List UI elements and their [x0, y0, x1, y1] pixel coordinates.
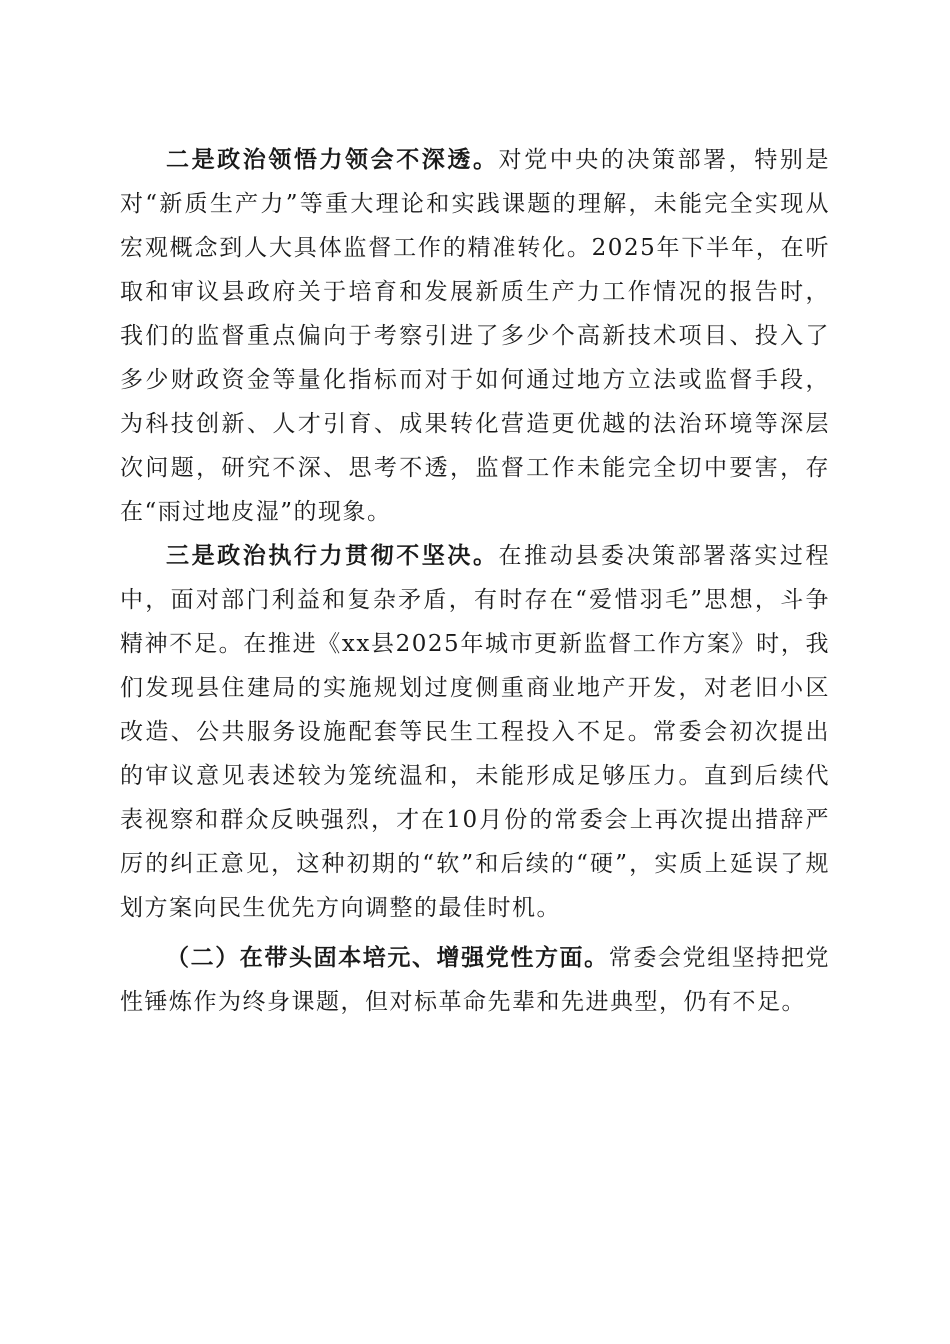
paragraph-body: 在推动县委决策部署落实过程中，面对部门利益和复杂矛盾，有时存在“爱惜羽毛”思想，斗争精神不足。在推进《xx县2025年城市更新监督工作方案》时，我们发现县住建局的实施规划过度侧重商业地产开发，对老旧小区改造、公共服务设施配套等民生工程投入不足。常委会初次提出的审议意见表述较为笼统温和，未能形成足够压力。直到后续代表视察和群众反映强烈，才在10月份的常委会上再次提出措辞严厉的纠正意见，这种初期的“软”和后续的“硬”，实质上延误了规划方案向民生优先方向调整的最佳时机。 [120, 543, 831, 921]
paragraph-body: 常委会党组坚持把党性锤炼作为终身课题，但对标革命先辈和先进典型，仍有不足。 [120, 945, 831, 1015]
paragraph-political-understanding [120, 138, 830, 534]
paragraph-political-execution [120, 534, 830, 930]
paragraph-body: 对党中央的决策部署，特别是对“新质生产力”等重大理论和实践课题的理解，未能完全实现从宏观概念到人大具体监督工作的精准转化。2025年下半年，在听取和审议县政府关于培育和发展新质生产力工作情况的报告时，我们的监督重点偏向于考察引进了多少个高新技术项目、投入了多少财政资金等量化指标而对于如何通过地方立法或监督手段，为科技创新、人才引育、成果转化营造更优越的法治环境等深层次问题，研究不深、思考不透，监督工作未能完全切中要害，存在“雨过地皮湿”的现象。 [120, 147, 831, 525]
paragraph-lead: 三是政治执行力贯彻不坚决。 [166, 542, 499, 569]
paragraph-lead: 二是政治领悟力领会不深透。 [166, 146, 499, 173]
paragraph-party-spirit [120, 936, 830, 1024]
document-body [120, 138, 830, 1024]
paragraph-lead: （二）在带头固本培元、增强党性方面。 [166, 944, 609, 971]
